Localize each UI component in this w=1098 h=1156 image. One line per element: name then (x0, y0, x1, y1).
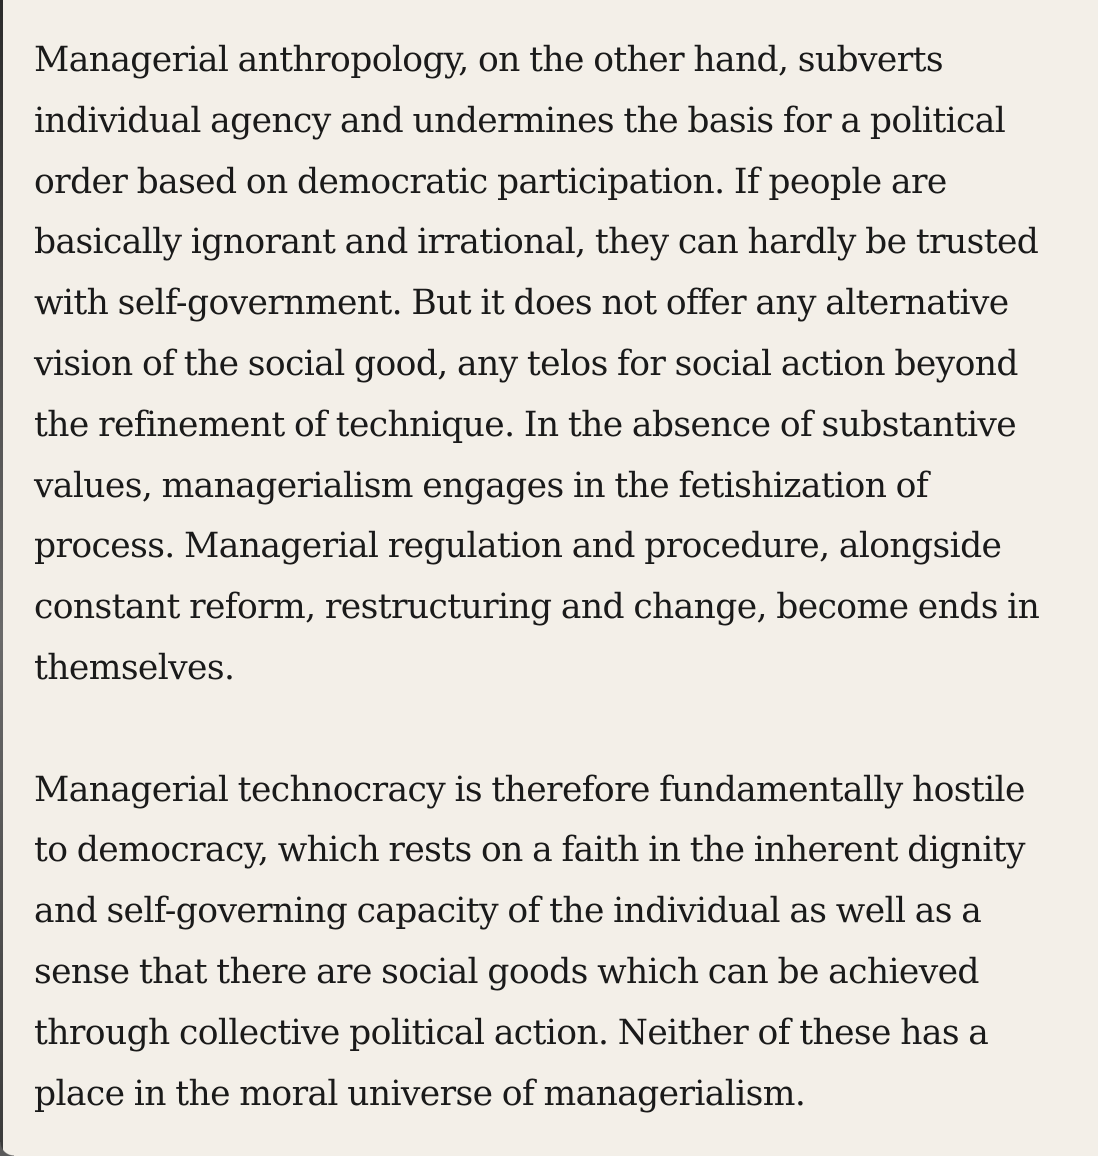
left-border (0, 0, 3, 1156)
text-line: basically ignorant and irrational, they can hardly be trusted (34, 222, 1039, 263)
text-line: place in the moral universe of managerialism. (34, 1073, 806, 1114)
text-line: to democracy, which rests on a faith in the inherent dignity (34, 830, 1025, 871)
text-line: the refinement of technique. In the absence of substantive (34, 404, 1017, 445)
text-line: process. Managerial regulation and procedure, alongside (34, 526, 1002, 567)
text-line: with self-government. But it does not offer any alternative (34, 283, 1009, 324)
text-line: through collective political action. Neither of these has a (34, 1012, 989, 1053)
text-line: and self-governing capacity of the individual as well as a (34, 891, 982, 932)
text-line: individual agency and undermines the basis for a political (34, 100, 1006, 141)
text-line: Managerial anthropology, on the other hand, subverts (34, 40, 943, 80)
text-line: themselves. (34, 647, 235, 688)
text-line: sense that there are social goods which can be achieved (34, 951, 979, 992)
text-line: vision of the social good, any telos for social action beyond (34, 343, 1018, 384)
text-line: order based on democratic participation. If people are (34, 161, 947, 202)
paragraph-1 (34, 30, 1070, 699)
text-line: constant reform, restructuring and change, become ends in (34, 587, 1040, 628)
text-line: Managerial technocracy is therefore fundamentally hostile (34, 769, 1025, 810)
paragraph-2 (34, 760, 1070, 1125)
text-line: values, managerialism engages in the fetishization of (34, 465, 929, 506)
body-text (34, 30, 1070, 1124)
bottom-left-corner (0, 1142, 14, 1156)
